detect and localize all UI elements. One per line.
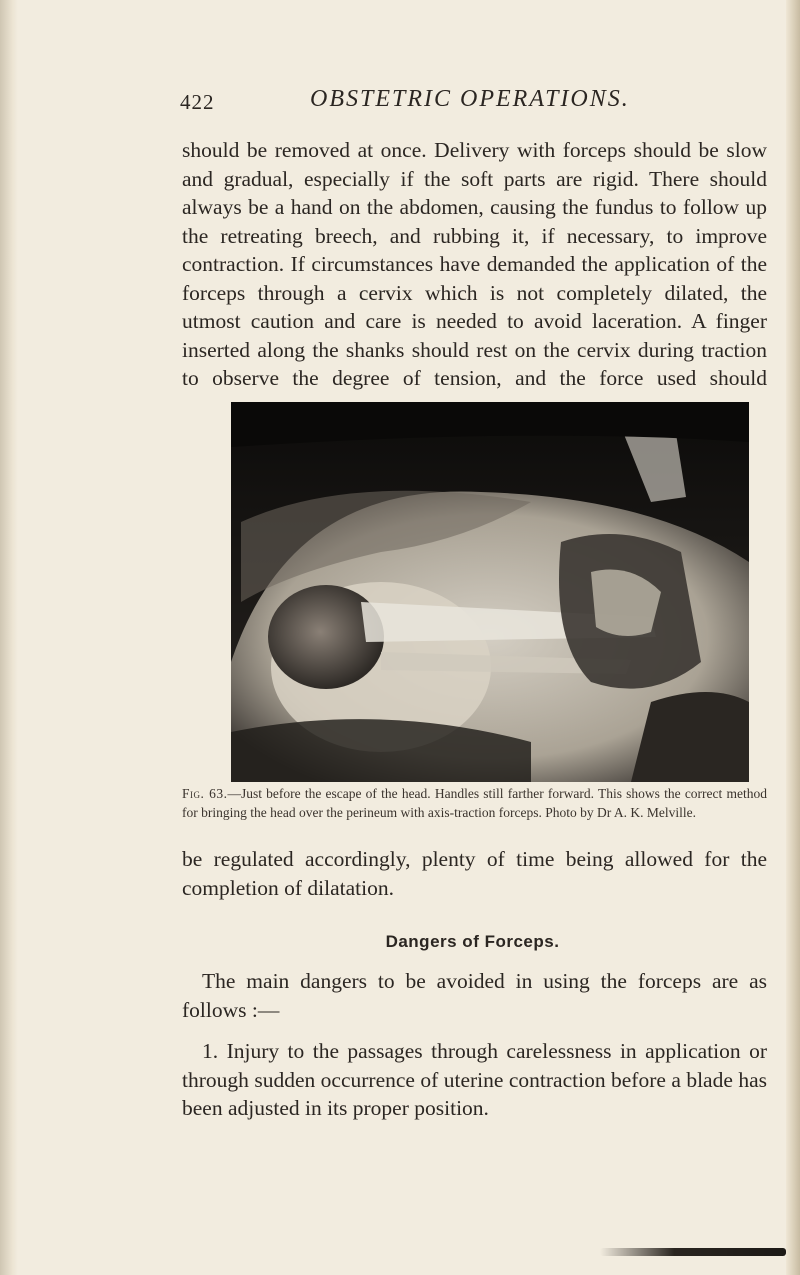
ink-smudge bbox=[600, 1248, 786, 1256]
figure-label: Fig. 63. bbox=[182, 786, 228, 801]
paragraph-continuation: should be removed at once. Delivery with forceps should be slow and gradual, especially if the soft parts are rigid. There should always be a hand on the abdomen, causing the fundus to follow up the retreating breech, and rubbing it, if necessary, to improve contraction. If circumstances have demanded the application of the forceps through a cervix which is not completely dilated, the utmost caution and care is needed to avoid laceration. A finger inserted along the shanks should rest on the cervix during traction to observe the degree of tension, and the force used should bbox=[182, 138, 767, 390]
paragraph-dangers-intro: The main dangers to be avoided in using the forceps are as follows :— bbox=[182, 969, 767, 1022]
section-heading: Dangers of Forceps. bbox=[385, 932, 560, 951]
list-item-danger-1: 1. Injury to the passages through carelessness in application or through sudden occurrence of uterine contraction before a blade has been adjusted in its proper position. bbox=[182, 1039, 767, 1120]
running-head: OBSTETRIC OPERATIONS. bbox=[310, 86, 630, 112]
figure-caption bbox=[182, 784, 767, 822]
page-header bbox=[180, 86, 770, 120]
figure-caption-text: —Just before the escape of the head. Handles still farther forward. This shows the correct method for bringing the head over the perineum with axis-traction forceps. Photo by Dr A. K. Melville. bbox=[182, 786, 767, 820]
page-number: 422 bbox=[180, 90, 215, 114]
paragraph-dilatation: be regulated accordingly, plenty of time being allowed for the completion of dilatation. bbox=[182, 847, 767, 900]
page-gutter-shadow bbox=[0, 0, 18, 1275]
forceps-delivery-photo bbox=[231, 402, 749, 782]
page-edge bbox=[786, 0, 800, 1275]
figure-photograph bbox=[231, 402, 749, 782]
